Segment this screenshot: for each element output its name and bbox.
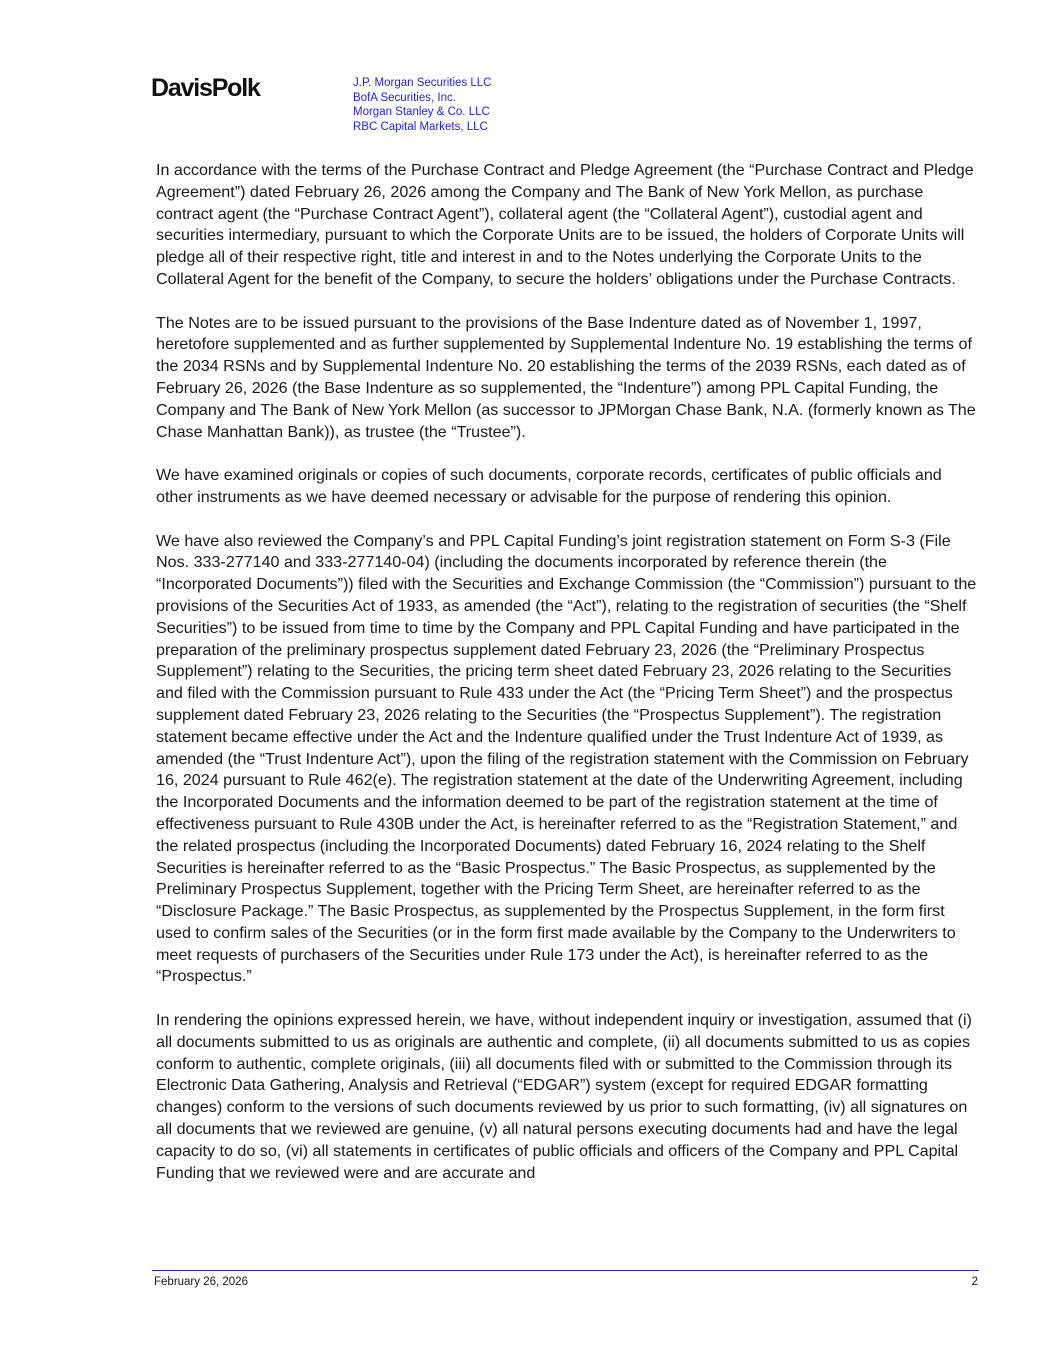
addressee-line: RBC Capital Markets, LLC	[353, 120, 488, 133]
paragraph-documents-examined: We have examined originals or copies of such documents, corporate records, certificates of public officials and other instruments as we have deemed necessary or advisable for the purpose of rendering this opinion.	[156, 466, 942, 506]
addressee-line: Morgan Stanley & Co. LLC	[353, 106, 490, 118]
letter-body	[156, 160, 982, 1206]
footer-divider	[152, 1270, 979, 1271]
addressee-list	[353, 76, 492, 134]
addressee-line: J.P. Morgan Securities LLC	[353, 77, 492, 89]
paragraph-registration-statement: We have also reviewed the Company’s and PPL Capital Funding’s joint registration statement on Form S-3 (File Nos. 333-277140 and 333-277140-04) (including the documents incorporated by reference therein (the “Incorporated Documents”)) filed with the Securities and Exchange Commission (the “Commission”) pursuant to the provisions of the Securities Act of 1933, as amended (the “Act”), relating to the registration of securities (the “Shelf Securities”) to be issued from time to time by the Company and PPL Capital Funding and have participated in the preparation of the preliminary prospectus supplement dated February 23, 2026 (the “Preliminary Prospectus Supplement”) relating to the Securities, the pricing term sheet dated February 23, 2026 relating to the Securities and filed with the Commission pursuant to Rule 433 under the Act (the “Pricing Term Sheet”) and the prospectus supplement dated February 23, 2026 relating to the Securities (the “Prospectus Supplement”). The registration statement became effective under the Act and the Indenture qualified under the Trust Indenture Act of 1939, as amended (the “Trust Indenture Act”), upon the filing of the registration statement with the Commission on February 16, 2024 pursuant to Rule 462(e). The registration statement at the date of the Underwriting Agreement, including the Incorporated Documents and the information deemed to be part of the registration statement at the time of effectiveness pursuant to Rule 430B under the Act, is hereinafter referred to as the “Registration Statement,” and the related prospectus (including the Incorporated Documents) dated February 16, 2024 relating to the Shelf Securities is hereinafter referred to as the “Basic Prospectus.” The Basic Prospectus, as supplemented by the Preliminary Prospectus Supplement, together with the Pricing Term Sheet, are hereinafter referred to as the “Disclosure Package.” The Basic Prospectus, as supplemented by the Prospectus Supplement, in the form first used to confirm sales of the Securities (or in the form first made available by the Company to the Underwriters to meet requests of purchasers of the Securities under Rule 173 under the Act), is hereinafter referred to as the “Prospectus.”	[156, 531, 977, 986]
footer-date: February 26, 2026	[154, 1276, 248, 1288]
addressee-line: BofA Securities, Inc.	[353, 91, 456, 104]
paragraph-assumptions: In rendering the opinions expressed herein, we have, without independent inquiry or investigation, assumed that (i) all documents submitted to us as originals are authentic and complete, (ii) all documents submitted to us as copies conform to authentic, complete originals, (iii) all documents filed with or submitted to the Commission through its Electronic Data Gathering, Analysis and Retrieval (“EDGAR”) system (except for required EDGAR formatting changes) conform to the versions of such documents reviewed by us prior to such formatting, (iv) all signatures on all documents that we reviewed are genuine, (v) all natural persons executing documents had and have the legal capacity to do so, (vi) all statements in certificates of public officials and officers of the Company and PPL Capital Funding that we reviewed were and are accurate and	[156, 1011, 972, 1182]
paragraph-notes-indenture: The Notes are to be issued pursuant to the provisions of the Base Indenture dated as of November 1, 1997, heretofore supplemented and as further supplemented by Supplemental Indenture No. 19 establishing the terms of the 2034 RSNs and by Supplemental Indenture No. 20 establishing the terms of the 2039 RSNs, each dated as of February 26, 2026 (the Base Indenture as so supplemented, the “Indenture”) among PPL Capital Funding, the Company and The Bank of New York Mellon (as successor to JPMorgan Chase Bank, N.A. (formerly known as The Chase Manhattan Bank)), as trustee (the “Trustee”).	[156, 313, 976, 441]
page-number: 2	[971, 1276, 978, 1288]
davis-polk-logo: DavisPolk	[151, 74, 260, 102]
paragraph-purchase-contract: In accordance with the terms of the Purchase Contract and Pledge Agreement (the “Purchase Contract and Pledge Agreement”) dated February 26, 2026 among the Company and The Bank of New York Mellon, as purchase contract agent (the “Purchase Contract Agent”), collateral agent (the “Collateral Agent”), custodial agent and securities intermediary, pursuant to which the Corporate Units are to be issued, the holders of Corporate Units will pledge all of their respective right, title and interest in and to the Notes underlying the Corporate Units to the Collateral Agent for the benefit of the Company, to secure the holders’ obligations under the Purchase Contracts.	[156, 161, 974, 288]
